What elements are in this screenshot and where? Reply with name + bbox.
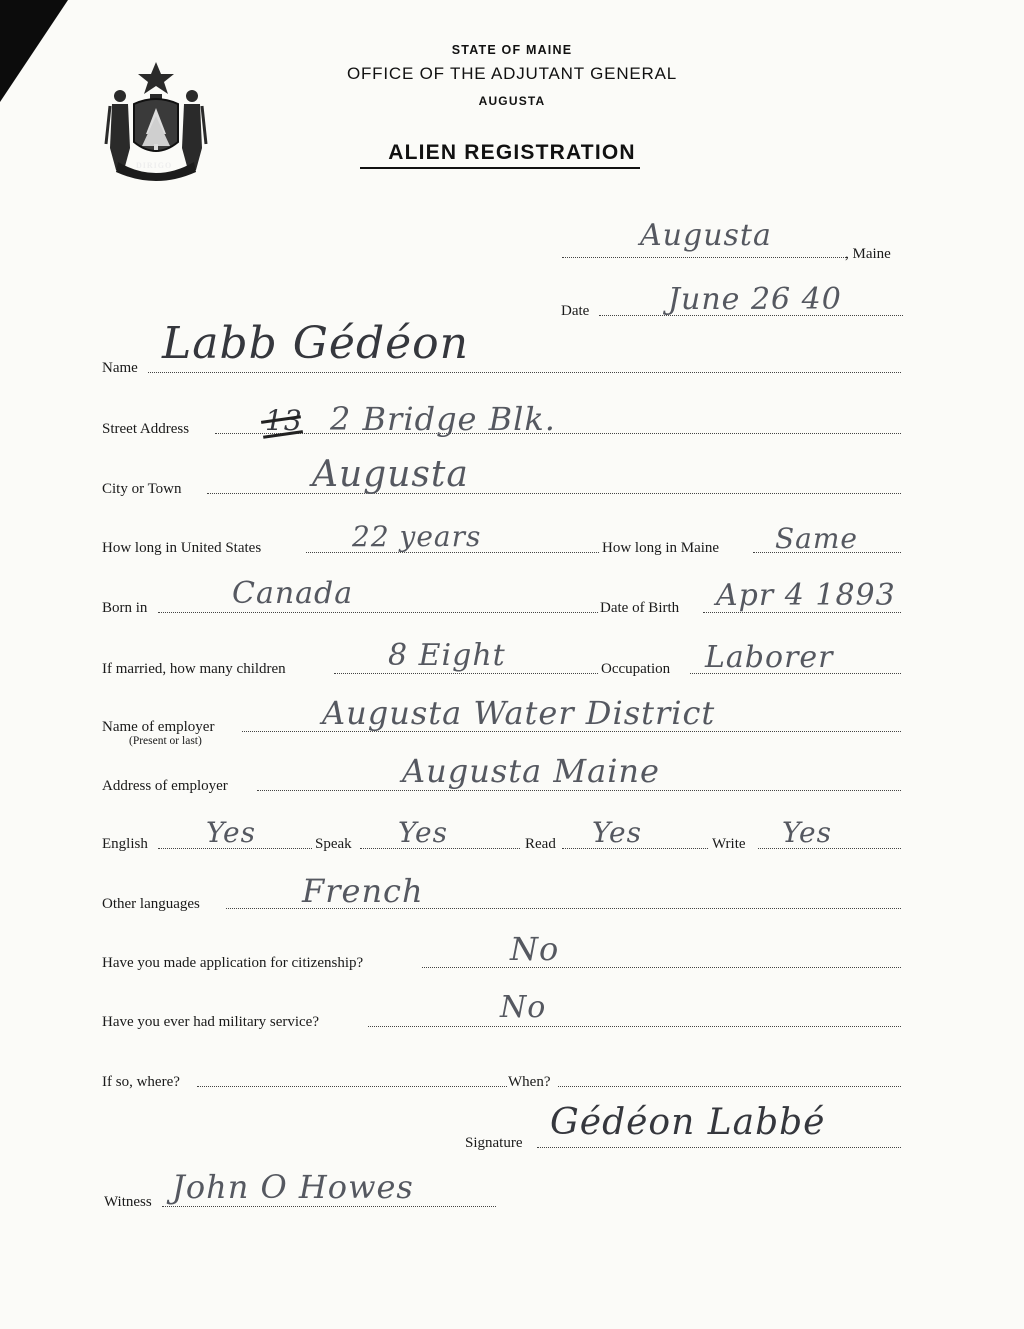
how-long-maine-value: Same — [775, 522, 858, 555]
when-line — [558, 1086, 901, 1087]
how-long-maine-label: How long in Maine — [602, 540, 720, 556]
date-of-birth-label: Date of Birth — [600, 600, 680, 616]
write-label: Write — [712, 836, 746, 852]
occupation-value: Laborer — [705, 640, 834, 675]
how-long-us-label: How long in United States — [102, 540, 262, 556]
born-in-value: Canada — [232, 576, 354, 611]
employer-note: (Present or last) — [129, 735, 202, 747]
witness-value: John O Howes — [172, 1168, 414, 1206]
city-value: Augusta — [312, 454, 469, 495]
header-office: OFFICE OF THE ADJUTANT GENERAL — [346, 64, 678, 83]
city-label: City or Town — [102, 481, 182, 497]
witness-line — [162, 1206, 496, 1207]
children-value: 8 Eight — [388, 638, 506, 673]
street-value: 2 Bridge Blk. — [330, 400, 556, 438]
if-so-where-label: If so, where? — [102, 1074, 180, 1090]
english-value: Yes — [206, 816, 256, 849]
name-line — [148, 372, 901, 373]
english-label: English — [102, 836, 148, 852]
military-value: No — [500, 990, 547, 1025]
street-label: Street Address — [102, 421, 190, 437]
other-languages-value: French — [302, 872, 424, 910]
speak-label: Speak — [315, 836, 352, 852]
other-languages-label: Other languages — [102, 896, 200, 912]
place-value: Augusta — [640, 218, 772, 253]
title-underline — [360, 167, 640, 169]
citizenship-label: Have you made application for citizenship? — [102, 955, 364, 971]
employer-label: Name of employer — [102, 719, 215, 735]
signature-value: Gédéon Labbé — [550, 1102, 826, 1143]
citizenship-value: No — [510, 930, 560, 968]
occupation-label: Occupation — [601, 661, 671, 677]
military-label: Have you ever had military service? — [102, 1014, 319, 1030]
date-of-birth-value: Apr 4 1893 — [716, 578, 896, 613]
date-value: June 26 40 — [668, 282, 842, 317]
street-line — [215, 433, 901, 434]
name-value: Labb Gédéon — [162, 318, 469, 369]
signature-label: Signature — [465, 1135, 523, 1151]
maine-label: , Maine — [845, 246, 891, 262]
how-long-us-value: 22 years — [352, 520, 482, 553]
speak-value: Yes — [398, 816, 448, 849]
employer-address-value: Augusta Maine — [402, 752, 660, 790]
street-struck-value: 13 — [265, 404, 303, 437]
employer-address-line — [257, 790, 901, 791]
header-state: STATE OF MAINE — [451, 43, 573, 57]
if-so-where-line — [197, 1086, 507, 1087]
place-line — [562, 257, 848, 258]
when-label: When? — [508, 1074, 551, 1090]
witness-label: Witness — [104, 1194, 152, 1210]
date-label: Date — [561, 303, 590, 319]
military-line — [368, 1026, 901, 1027]
citizenship-line — [422, 967, 901, 968]
born-in-label: Born in — [102, 600, 148, 616]
seal-motto: DIRIGO — [136, 161, 173, 170]
header-city: AUGUSTA — [478, 94, 546, 108]
children-line — [334, 673, 598, 674]
born-in-line — [158, 612, 598, 613]
read-value: Yes — [592, 816, 642, 849]
children-label: If married, how many children — [102, 661, 286, 677]
employer-address-label: Address of employer — [102, 778, 228, 794]
read-label: Read — [525, 836, 556, 852]
write-value: Yes — [782, 816, 832, 849]
form-title: ALIEN REGISTRATION — [388, 141, 636, 164]
name-label: Name — [102, 360, 138, 376]
employer-value: Augusta Water District — [322, 694, 716, 732]
signature-line — [537, 1147, 901, 1148]
